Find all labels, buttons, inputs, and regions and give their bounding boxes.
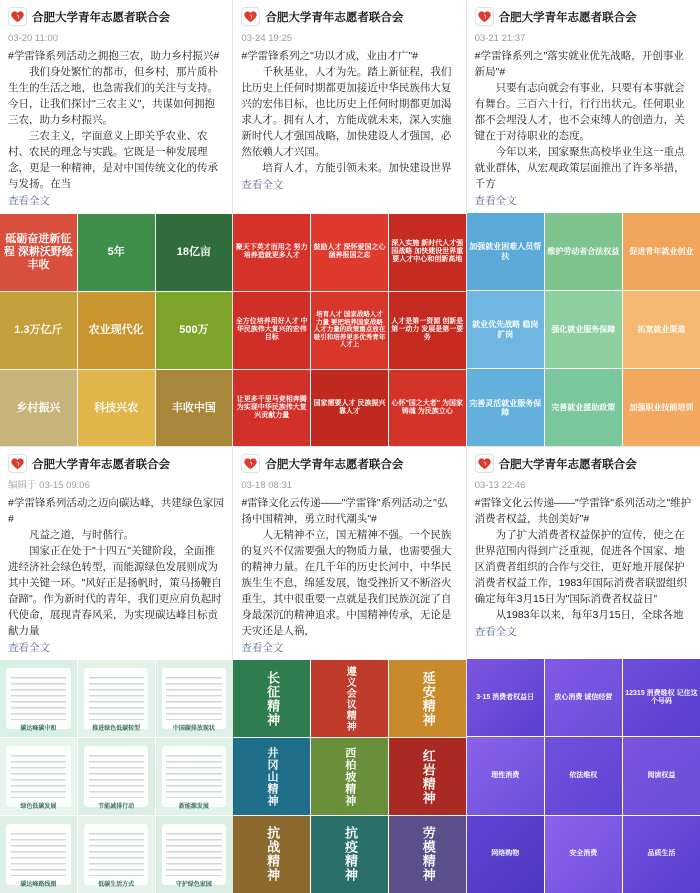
post-image-label: 国家需要人才 民族振兴靠人才 (311, 370, 388, 447)
post-image-label: 促进青年就业创业 (623, 213, 700, 290)
post-title: #学雷锋系列之"落实就业优先战略，开创事业新局"# (474, 50, 684, 78)
post-image[interactable] (389, 214, 466, 291)
post-body (467, 495, 700, 623)
post-image-label: 新能源发展 (178, 804, 209, 811)
post-paragraph: 我们身处繁忙的都市，但乡村，那片质朴生生的生活之地，也急需我们的关注与支持。今日，让我们探讨"三农主义"，共谋如何拥抱三农，助力乡村振兴。 (8, 66, 218, 126)
post-image[interactable] (156, 816, 233, 893)
post-body (233, 48, 465, 176)
post-image-label: 低碳生活方式 (98, 881, 135, 888)
post-paragraph: 人无精神不立，国无精神不强。一个民族的复兴不仅需要强大的物质力量，也需要强大的精神力量。在几千年的历史长河中，中华民族生生不息，绵延发展，饱受挫折又不断浴火重生，其中很重要一点就是我们民族沉淀了自身最深沉的精神追求。中国精神传承，无论是天灾还是人祸， (241, 529, 452, 638)
post-image[interactable] (623, 659, 700, 736)
post-image[interactable] (545, 816, 622, 893)
post-image[interactable] (467, 659, 544, 736)
post-card-5[interactable] (233, 447, 466, 892)
account-header[interactable] (467, 0, 700, 31)
account-name: 合肥大学青年志愿者联合会 (265, 11, 404, 24)
read-more-link[interactable]: 查看全文 (241, 642, 284, 655)
post-image-label: 抗战精神 (265, 826, 281, 883)
post-image[interactable] (233, 660, 310, 737)
post-image-label: 依法维权 (545, 737, 622, 814)
post-image-label: 西柏坡精神 (343, 746, 356, 807)
post-image-label: 红岩精神 (420, 748, 436, 805)
post-image-grid (0, 660, 232, 892)
post-image-label: 培育人才 国家战略人才力量 要把培养国家战略人才力量的政策重点放在吸引和培养更多优秀青年人才上 (311, 292, 388, 369)
post-date: 03-18 08:31 (241, 480, 293, 492)
post-image[interactable] (467, 737, 544, 814)
post-image[interactable] (389, 370, 466, 447)
post-image[interactable] (389, 738, 466, 815)
post-card-4[interactable] (0, 447, 233, 892)
post-image-label: 守护绿色家园 (175, 881, 212, 888)
post-image[interactable] (467, 213, 544, 290)
post-image[interactable] (311, 738, 388, 815)
read-more-link[interactable]: 查看全文 (8, 195, 50, 207)
post-image-grid (467, 659, 700, 892)
post-image-label: 网络购物 (467, 816, 544, 893)
post-image-label: 节能减排行动 (98, 804, 135, 811)
heart-logo-icon (8, 7, 27, 26)
post-image-label: 18亿亩 (156, 214, 233, 291)
post-image[interactable] (233, 738, 310, 815)
post-image[interactable] (545, 659, 622, 736)
post-body (0, 48, 232, 192)
post-image[interactable] (545, 369, 622, 446)
post-image-label: 丰收中国 (156, 370, 233, 447)
post-image[interactable] (623, 737, 700, 814)
post-image-label: 井冈山精神 (266, 746, 279, 807)
post-image-label: 强化就业服务保障 (545, 291, 622, 368)
post-image[interactable] (623, 291, 700, 368)
post-image-grid (467, 213, 700, 446)
post-image[interactable] (78, 370, 155, 447)
post-paragraph: 为了扩大消费者权益保护的宣传，使之在世界范围内得到广泛重视，促进各个国家、地区消费者组织的合作与交往，更好地开展保护消费者权益工作，1983年国际消费者联盟组织确定每年3月15日为"国际消费者权益日" (474, 529, 688, 606)
post-image[interactable] (311, 816, 388, 893)
post-body (467, 48, 700, 192)
account-header[interactable] (233, 447, 465, 478)
post-image[interactable] (0, 292, 77, 369)
post-date-value: 03-15 09:06 (39, 480, 90, 492)
post-date: 03-20 11:00 (8, 33, 59, 44)
post-image-label: 长征精神 (265, 670, 281, 727)
post-image-label: 让更多千里马竞相奔腾 为实现中华民族伟大复兴贡献力量 (233, 370, 310, 447)
post-image-label: 就业优先战略 稳岗扩岗 (467, 291, 544, 368)
post-image-label: 农业现代化 (78, 292, 155, 369)
account-header[interactable] (0, 447, 232, 478)
post-title: #雷锋文化云传递——"学雷锋"系列活动之"弘扬中国精神，勇立时代潮头"# (241, 497, 448, 526)
post-image[interactable] (0, 214, 77, 291)
post-image[interactable] (545, 213, 622, 290)
post-image[interactable] (156, 370, 233, 447)
post-image-label: 科技兴农 (78, 370, 155, 447)
post-date: 03-24 19:25 (241, 33, 293, 44)
post-image[interactable] (0, 816, 77, 893)
post-date (0, 478, 232, 495)
post-image[interactable] (545, 291, 622, 368)
post-image-label: 碳达峰碳中和 (20, 726, 57, 733)
post-image-grid (233, 660, 465, 892)
post-image-label: 维护劳动者合法权益 (545, 213, 622, 290)
post-image[interactable] (467, 816, 544, 893)
post-image[interactable] (389, 816, 466, 893)
post-image-label: 聚天下英才而用之 努力培养造就更多人才 (233, 214, 310, 291)
post-image[interactable] (389, 660, 466, 737)
post-paragraph: 从1983年以来，每年3月15日，全球各地 (495, 609, 684, 622)
post-image[interactable] (311, 660, 388, 737)
post-image-label: 12315 消费维权 记住这个号码 (623, 659, 700, 736)
post-image-label: 品质生活 (623, 816, 700, 893)
post-image-label: 3·15 消费者权益日 (467, 659, 544, 736)
heart-logo-icon (475, 7, 494, 26)
post-image-grid (233, 214, 465, 446)
heart-logo-icon (241, 454, 260, 473)
post-image-label: 碳达峰路线图 (20, 881, 57, 888)
post-image[interactable] (311, 214, 388, 291)
heart-logo-icon (8, 454, 27, 473)
post-image-label: 延安精神 (420, 670, 436, 727)
post-image[interactable] (78, 214, 155, 291)
post-body (0, 495, 232, 639)
post-image-label: 乡村振兴 (0, 370, 77, 447)
post-card-6[interactable] (467, 447, 700, 892)
post-image[interactable] (156, 660, 233, 737)
post-paragraph: 三农主义，字面意义上即关乎农业、农村、农民的理念与实践。它既是一种发展理念，更是一种精神，是对中国传统文化的传承与发扬。在当 (8, 130, 218, 190)
post-image-label: 拓宽就业渠道 (623, 291, 700, 368)
post-image[interactable] (467, 369, 544, 446)
post-paragraph: 千秋基业，人才为先。踏上新征程，我们比历史上任何时期都更加接近中华民族伟大复兴的宏伟目标，也比历史上任何时期都更加渴求人才。拥有人才，方能成就未来，深入实施新时代人才强国战略，加快建设人才强国，必然依赖人才兴国。 (241, 66, 452, 158)
post-date: 03-13 22:46 (474, 480, 526, 492)
post-image-label: 阅读权益 (623, 737, 700, 814)
account-header[interactable] (0, 0, 232, 31)
read-more-link[interactable]: 查看全文 (8, 642, 50, 655)
post-image-label: 完善灵活就业服务保障 (467, 369, 544, 446)
heart-logo-icon (241, 7, 260, 26)
read-more-link[interactable]: 查看全文 (474, 195, 517, 207)
post-image-label: 加强职业技能培训 (623, 369, 700, 446)
account-header[interactable] (233, 0, 465, 31)
post-image-label: 中国碳排放现状 (172, 726, 215, 733)
post-paragraph: 国家正在处于"十四五"关键阶段，全面推进经济社会绿色转型，而能源绿色发展则成为其中关键一环。"风好正是扬帆时，策马扬鞭自奋蹄"。作为新时代的青年，我们更应肩负起时代使命，展现青春风采，为实现碳达峰目标贡献力量 (8, 545, 222, 638)
post-image[interactable] (78, 816, 155, 893)
post-image-label: 1.3万亿斤 (0, 292, 77, 369)
post-date-label: 编辑于 (8, 480, 37, 492)
post-image[interactable] (623, 369, 700, 446)
post-image[interactable] (156, 214, 233, 291)
post-image[interactable] (623, 213, 700, 290)
post-image[interactable] (545, 737, 622, 814)
post-image-label: 绿色低碳发展 (20, 804, 57, 811)
post-date: 03-21 21:37 (474, 33, 526, 44)
post-image[interactable] (233, 816, 310, 893)
post-paragraph: 只要有志向就会有事业，只要有本事就会有舞台。三百六十行，行行出状元。任何职业都不会埋没人才，也不会束缚人的创造力，关键在于对待职业的态度。 (474, 82, 685, 142)
post-image[interactable] (78, 660, 155, 737)
post-image-label: 人才是第一资源 创新是第一动力 发展是第一要务 (389, 292, 466, 369)
account-name: 合肥大学青年志愿者联合会 (498, 11, 637, 24)
post-image-label: 抗疫精神 (342, 826, 358, 883)
post-image[interactable] (389, 292, 466, 369)
post-image-label: 鼓励人才 深怀爱国之心 涵养报国之志 (311, 214, 388, 291)
post-image[interactable] (623, 816, 700, 893)
post-paragraph: 培育人才，方能引领未来。加快建设世界 (262, 162, 452, 174)
post-image-label: 全方位培养用好人才 中华民族伟大复兴的宏伟目标 (233, 292, 310, 369)
post-image[interactable] (467, 291, 544, 368)
post-image[interactable] (156, 292, 233, 369)
heart-logo-icon (475, 454, 494, 473)
post-image-label: 500万 (156, 292, 233, 369)
post-image[interactable] (78, 738, 155, 815)
account-name: 合肥大学青年志愿者联合会 (32, 11, 170, 24)
post-image[interactable] (156, 738, 233, 815)
read-more-link[interactable]: 查看全文 (241, 179, 284, 191)
post-card-2[interactable] (233, 0, 466, 447)
post-title: #学雷锋系列活动之迈向碳达峰，共建绿色家园# (8, 497, 224, 526)
post-title: #学雷锋系列活动之拥抱三农，助力乡村振兴# (8, 50, 220, 62)
post-image-label: 深入实施 新时代人才强国战略 加快建设世界重要人才中心和创新高地 (389, 214, 466, 291)
post-image[interactable] (0, 738, 77, 815)
post-image-label: 放心消费 诚信经营 (545, 659, 622, 736)
read-more-link[interactable]: 查看全文 (474, 626, 517, 639)
account-name: 合肥大学青年志愿者联合会 (498, 458, 637, 471)
post-image[interactable] (233, 214, 310, 291)
post-image[interactable] (311, 292, 388, 369)
post-title: #学雷锋系列之"功以才成，业由才广"# (241, 50, 418, 62)
post-image-label: 心怀"国之大者" 为国家铸魂 为民族立心 (389, 370, 466, 447)
post-image-label: 推进绿色低碳转型 (92, 726, 141, 733)
post-image[interactable] (0, 660, 77, 737)
post-image[interactable] (233, 292, 310, 369)
post-image-label: 砥砺奋进新征程 深耕沃野绘丰收 (0, 214, 77, 291)
post-image-label: 劳模精神 (420, 826, 436, 883)
post-image-label: 5年 (78, 214, 155, 291)
post-image-label: 安全消费 (545, 816, 622, 893)
post-image[interactable] (233, 370, 310, 447)
post-title: #雷锋文化云传递——"学雷锋"系列活动之"维护消费者权益，共创美好"# (474, 497, 692, 526)
account-name: 合肥大学青年志愿者联合会 (32, 458, 170, 471)
post-paragraph: 凡益之道，与时偕行。 (29, 529, 134, 542)
post-image[interactable] (78, 292, 155, 369)
post-image[interactable] (311, 370, 388, 447)
post-card-1[interactable] (0, 0, 233, 447)
post-card-3[interactable] (467, 0, 700, 447)
account-header[interactable] (467, 447, 700, 478)
post-image[interactable] (0, 370, 77, 447)
post-image-label: 加强就业困难人员帮扶 (467, 213, 544, 290)
post-paragraph: 今年以来，国家聚焦高校毕业生这一重点就业群体，从宏观政策层面推出了许多举措，千方 (474, 146, 685, 190)
post-body (233, 495, 465, 639)
post-image-label: 遵义会议精神 (344, 665, 356, 732)
post-image-label: 完善就业援助政策 (545, 369, 622, 446)
account-name: 合肥大学青年志愿者联合会 (265, 458, 404, 471)
post-image-label: 理性消费 (467, 737, 544, 814)
post-image-grid (0, 214, 232, 446)
